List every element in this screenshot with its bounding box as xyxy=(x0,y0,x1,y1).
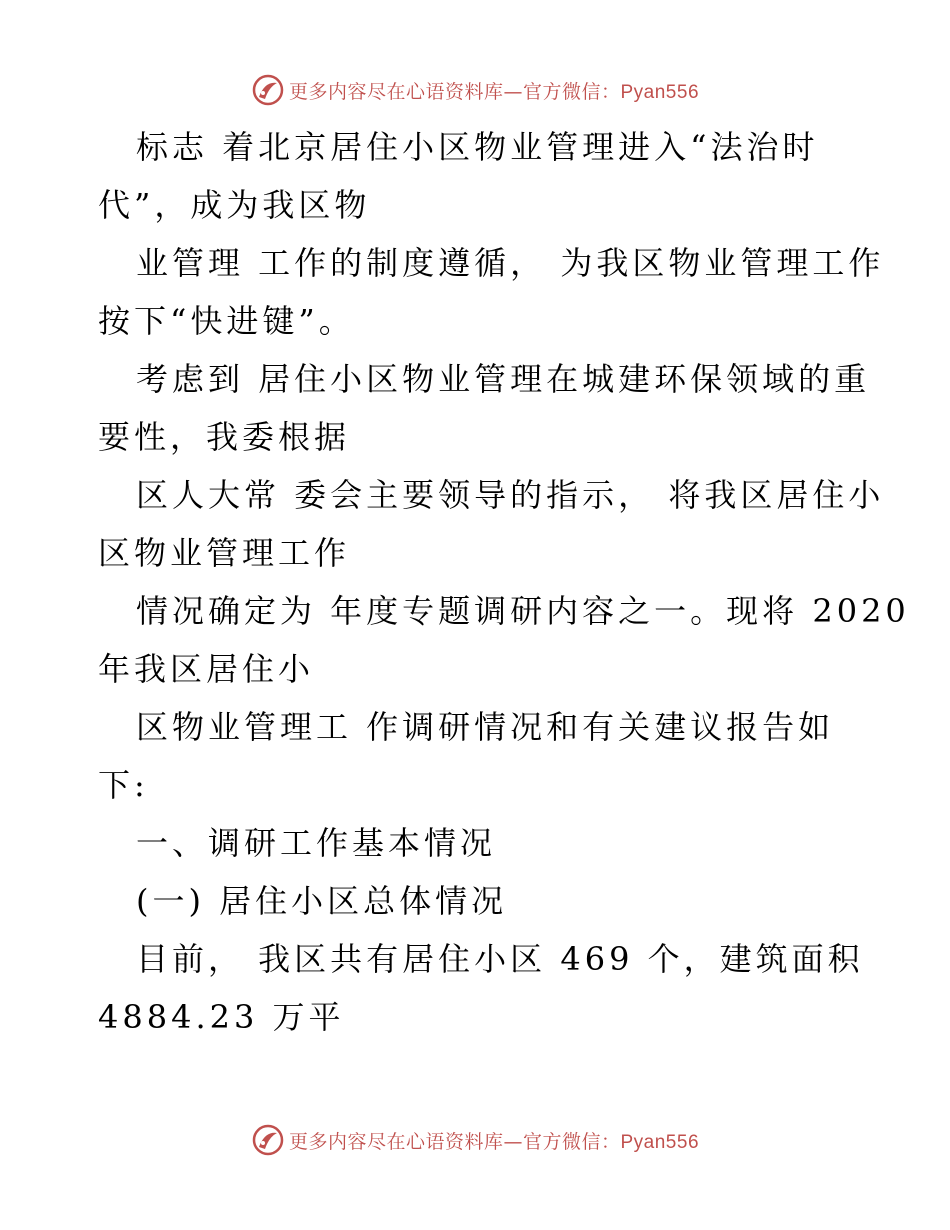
body-line: 要性，我委根据 xyxy=(98,418,351,456)
body-line: 区物业管理工 作调研情况和有关建议报告如 xyxy=(136,708,835,746)
body-line: 业管理 工作的制度遵循， 为我区物业管理工作 xyxy=(136,244,885,282)
body-line: 情况确定为 年度专题调研内容之一。现将 2020 xyxy=(136,592,910,630)
subsection-heading: (一) 居住小区总体情况 xyxy=(136,882,508,920)
watermark-wechat-id: Pyan556 xyxy=(620,81,700,103)
body-line: 代”，成为我区物 xyxy=(98,186,371,224)
body-line: 年我区居住小 xyxy=(98,650,315,688)
watermark-text xyxy=(289,1127,699,1154)
body-line: 目前， 我区共有居住小区 469 个，建筑面积 xyxy=(136,940,864,978)
body-line: 按下“快进键”。 xyxy=(98,302,355,340)
document-body xyxy=(98,118,910,1046)
body-line: 考虑到 居住小区物业管理在城建环保领域的重 xyxy=(136,360,871,398)
body-line: 区物业管理工作 xyxy=(98,534,351,572)
watermark-logo-icon xyxy=(251,1123,285,1157)
footer-watermark xyxy=(0,1120,950,1160)
section-heading: 一、调研工作基本情况 xyxy=(136,824,497,862)
watermark-label: 更多内容尽在心语资料库—官方微信： xyxy=(288,1130,621,1153)
body-line: 区人大常 委会主要领导的指示， 将我区居住小 xyxy=(136,476,885,514)
body-line: 下: xyxy=(98,766,149,804)
watermark-wechat-id: Pyan556 xyxy=(620,1131,700,1153)
watermark-label: 更多内容尽在心语资料库—官方微信： xyxy=(288,80,621,103)
header-watermark xyxy=(0,70,950,110)
body-line: 标志 着北京居住小区物业管理进入“法治时 xyxy=(136,128,819,166)
body-line: 4884.23 万平 xyxy=(98,998,345,1036)
watermark-text xyxy=(289,77,699,104)
watermark-logo-icon xyxy=(251,73,285,107)
